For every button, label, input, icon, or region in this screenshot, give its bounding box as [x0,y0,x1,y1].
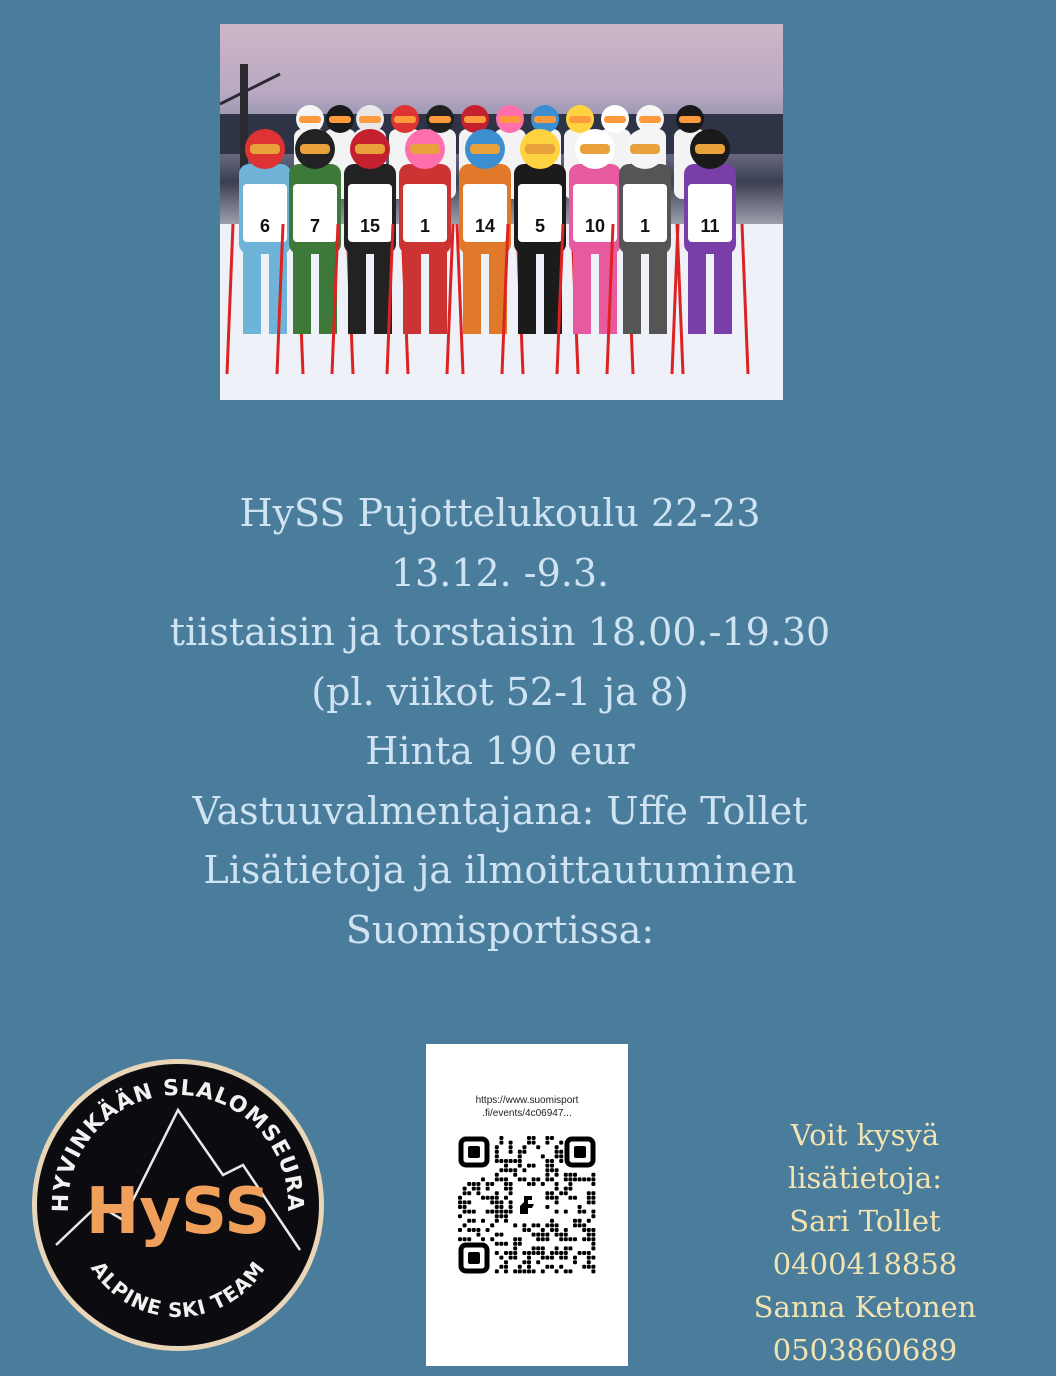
announcement-registration: Suomisportissa: [345,907,655,952]
contact-name1: Sari Tollet [789,1204,941,1238]
announcement-title: HySS Pujottelukoulu 22-23 [239,491,761,535]
contact-name2: Sanna Ketonen [753,1290,977,1324]
bib-number: 5 [534,216,546,236]
bib-number: 11 [700,216,720,236]
announcement-schedule: tiistaisin ja torstaisin 18.00.-19.30 [169,610,831,654]
contact-line2: lisätietoja: [788,1161,942,1195]
contact-phone1[interactable]: 0400418858 [772,1247,958,1281]
logo-top-text: HYVINKÄÄN SLALOMSEURA [48,1075,308,1213]
announcement-info: Lisätietoja ja ilmoittautuminen [203,848,797,892]
qr-card[interactable] [426,1044,628,1366]
qr-url [426,1094,628,1120]
announcement-dates: 13.12. -9.3. [390,550,610,595]
logo-center-text: HySS [85,1175,271,1249]
group-photo [220,24,783,400]
bib-number: 1 [639,216,651,236]
qr-url-line1: https://www.suomisport [475,1095,579,1106]
announcement-exceptions: (pl. viikot 52-1 ja 8) [311,669,689,714]
contact-phone2[interactable]: 0503860689 [772,1333,958,1367]
announcement [0,484,1000,960]
logo-bottom-text: ALPINE SKI TEAM [86,1256,270,1323]
qr-code-icon[interactable] [458,1136,596,1274]
contact-line1: Voit kysyä [790,1118,940,1152]
qr-url-line2: .fi/events/4c06947... [482,1108,572,1119]
bib-number: 1 [419,216,431,236]
announcement-price: Hinta 190 eur [365,729,635,773]
bib-number: 7 [309,216,321,236]
bib-number: 15 [359,216,381,236]
club-logo [28,1055,328,1355]
bib-number: 10 [584,216,606,236]
bib-number: 14 [474,216,496,236]
announcement-coach: Vastuuvalmentajana: Uffe Tollet [192,788,808,833]
bib-number: 6 [259,216,271,236]
contact-info [740,1114,990,1372]
